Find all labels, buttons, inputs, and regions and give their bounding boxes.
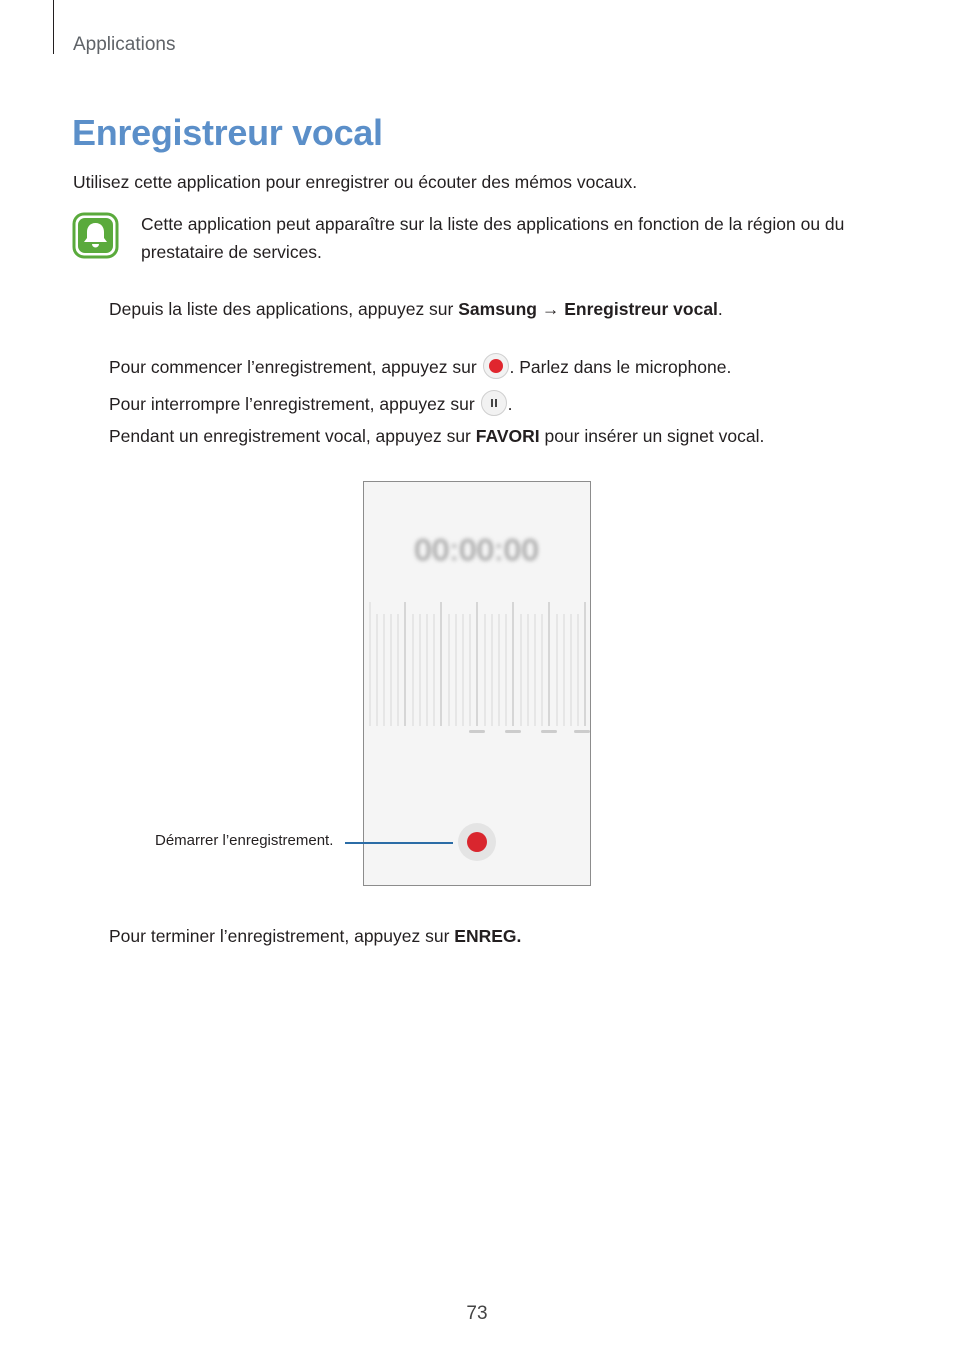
intro-text: Utilisez cette application pour enregistrer ou écouter des mémos vocaux. — [73, 172, 638, 192]
step-bookmark: Pendant un enregistrement vocal, appuyez sur FAVORI pour insérer un signet vocal. — [109, 426, 765, 446]
page-number: 73 — [466, 1303, 488, 1324]
waveform-ruler — [364, 594, 590, 744]
page-title: Enregistreur vocal — [72, 112, 383, 153]
section-label: Applications — [73, 34, 176, 55]
timer-display: 00:00:00 — [414, 534, 540, 567]
margin-rule — [53, 0, 54, 54]
record-button[interactable] — [458, 823, 496, 861]
note-text: Cette application peut apparaître sur la liste des applications en fonction de la région ou du prestataire de services. — [141, 214, 845, 262]
callout-start-recording: Démarrer l’enregistrement. — [155, 832, 334, 849]
record-icon — [483, 353, 509, 379]
pause-icon — [481, 390, 507, 416]
callout-line — [345, 842, 453, 844]
step-open: Depuis la liste des applications, appuyez sur Samsung → Enregistreur vocal. — [109, 299, 723, 319]
menu-path-samsung: Samsung — [458, 299, 538, 319]
step-finish: Pour terminer l’enregistrement, appuyez sur ENREG. — [109, 926, 522, 946]
step-pause: Pour interrompre l’enregistrement, appuyez sur . — [109, 390, 512, 416]
bell-icon — [72, 212, 119, 259]
menu-path-voice-recorder: Enregistreur vocal — [564, 299, 718, 319]
recorder-screenshot — [363, 481, 591, 886]
step-start: Pour commencer l’enregistrement, appuyez sur . Parlez dans le microphone. — [109, 353, 731, 379]
